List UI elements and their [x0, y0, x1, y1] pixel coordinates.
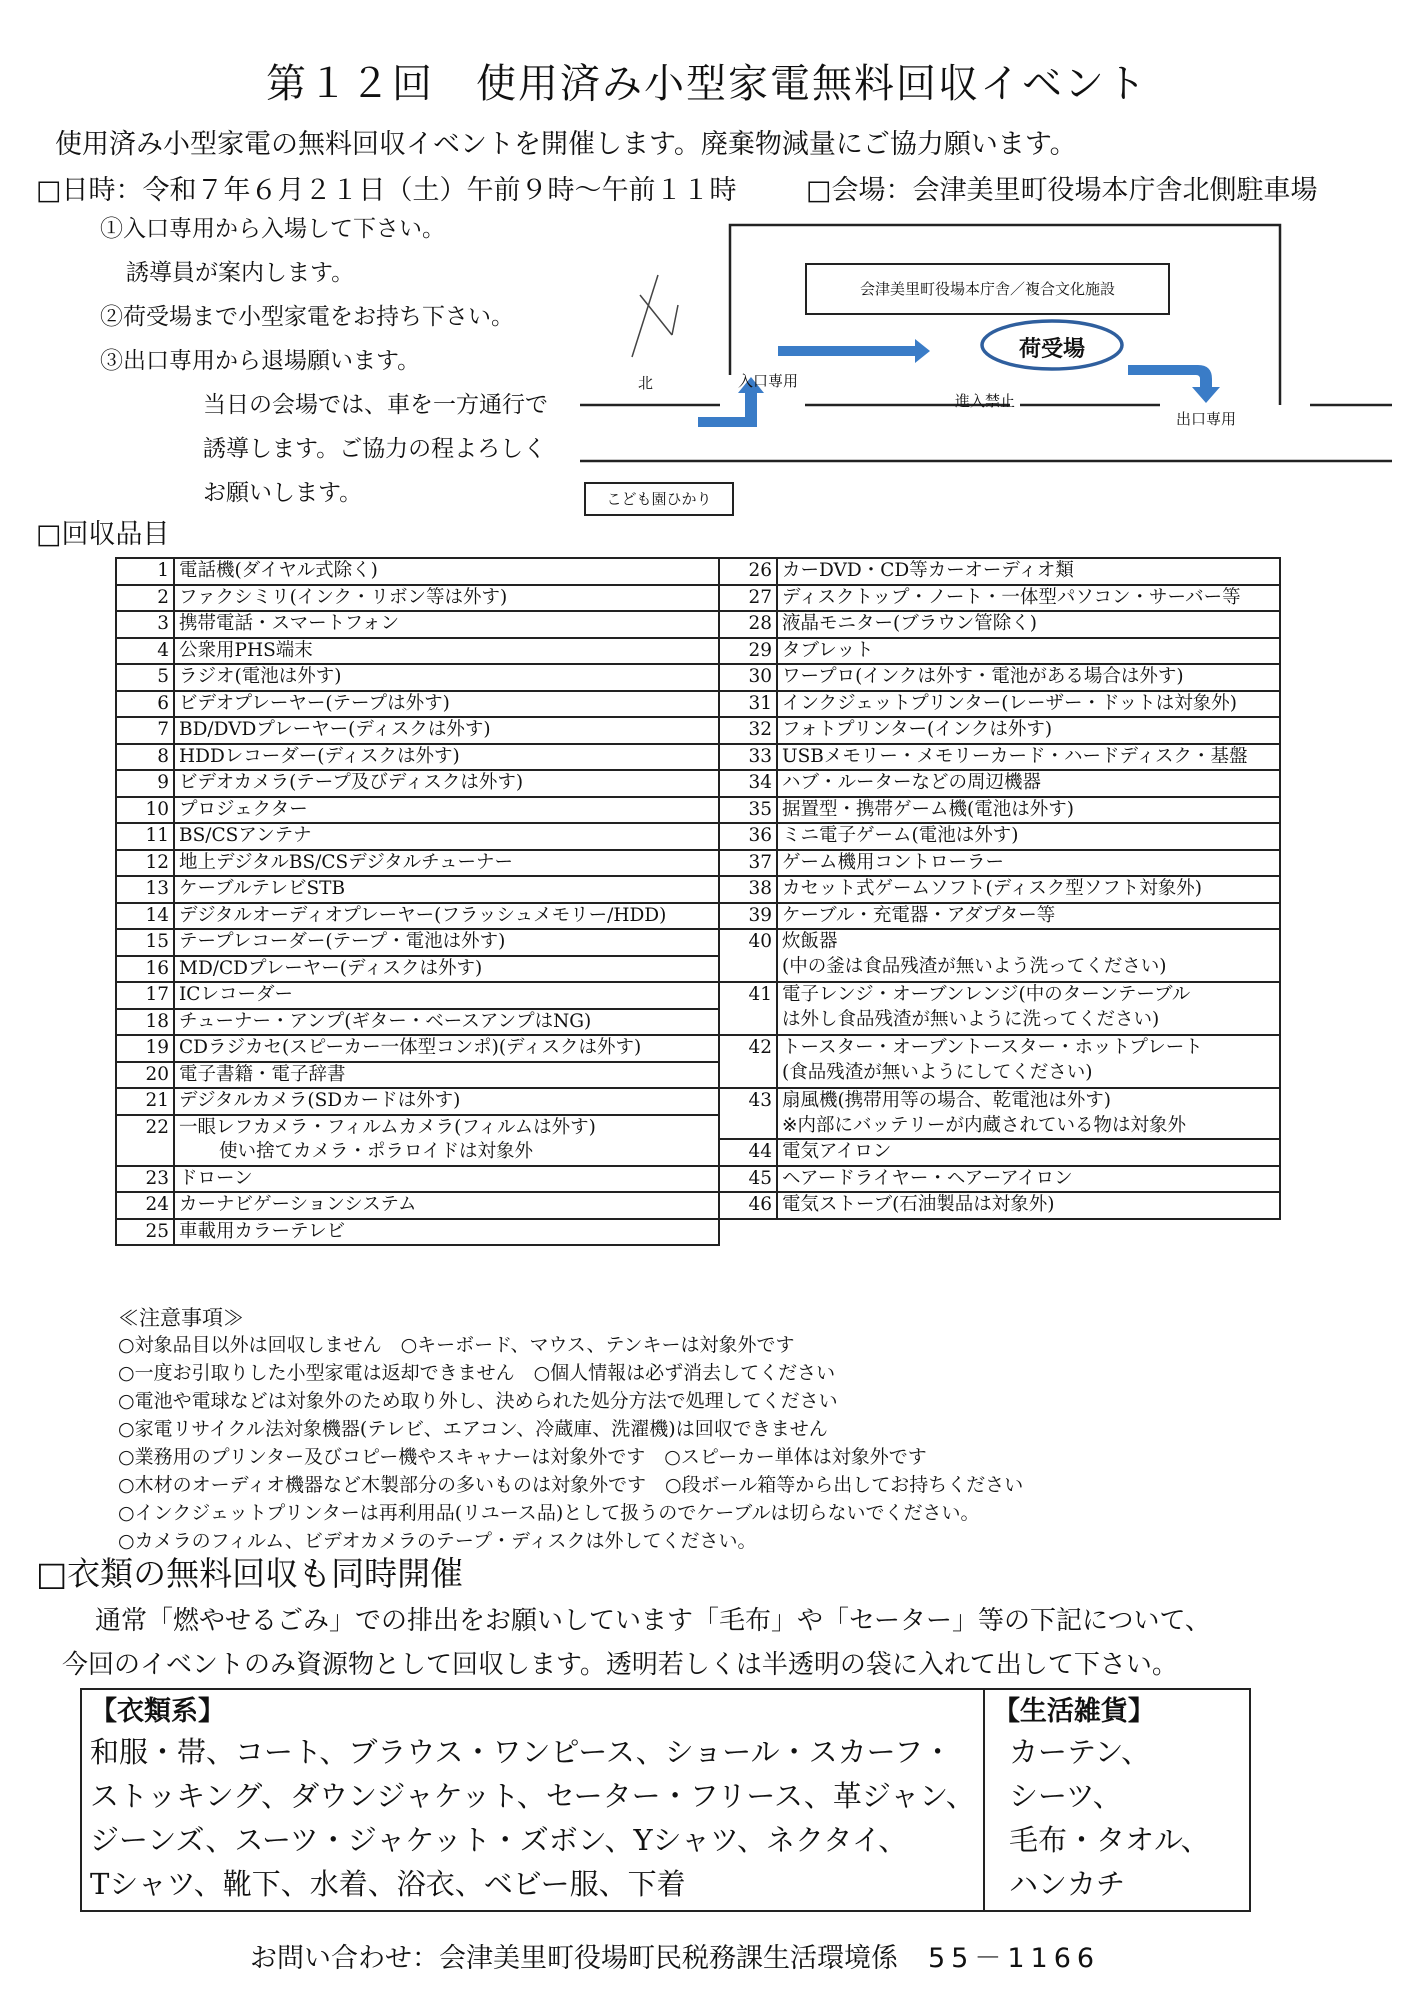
item-number: 32 [719, 717, 777, 744]
step-1-note: 誘導員が案内します。 [126, 260, 355, 286]
table-row [116, 1166, 1280, 1193]
table-row [116, 664, 1280, 691]
item-number: 36 [719, 823, 777, 850]
item-name: CDラジカセ(スピーカー一体型コンポ)(ディスクは外す) [174, 1035, 719, 1062]
item-name: BS/CSアンテナ [174, 823, 719, 850]
note-item: ○木材のオーディオ機器など木製部分の多いものは対象外です ○段ボール箱等から出してお持ちください [118, 1474, 1024, 1496]
item-name: ディスクトップ・ノート・一体型パソコン・サーバー等 [777, 585, 1280, 612]
no-entry-label: 進入禁止 [955, 392, 1016, 410]
item-number: 31 [719, 691, 777, 718]
item-number: 41 [719, 982, 777, 1035]
table-row [116, 982, 1280, 1009]
item-name: ビデオカメラ(テープ及びディスクは外す) [174, 770, 719, 797]
contact-label: お問い合わせ：会津美里町役場町民税務課生活環境係 [250, 1943, 898, 1974]
goods-line: シーツ、 [1008, 1779, 1122, 1813]
table-row [81, 1689, 1250, 1911]
item-number: 40 [719, 929, 777, 982]
item-number: 19 [116, 1035, 174, 1062]
item-number: 26 [719, 558, 777, 585]
item-name: USBメモリー・メモリーカード・ハードディスク・基盤 [777, 744, 1280, 771]
table-row [116, 611, 1280, 638]
item-number: 8 [116, 744, 174, 771]
item-number: 2 [116, 585, 174, 612]
item-number: 7 [116, 717, 174, 744]
item-name: 電話機(ダイヤル式除く) [174, 558, 719, 585]
item-number: 38 [719, 876, 777, 903]
event-venue: □会場：会津美里町役場本庁舎北側駐車場 [806, 175, 1318, 206]
item-number: 11 [116, 823, 174, 850]
item-name: ビデオプレーヤー(テープは外す) [174, 691, 719, 718]
table-row [116, 850, 1280, 877]
item-number: 12 [116, 850, 174, 877]
receiving-label: 荷受場 [1018, 337, 1085, 362]
item-number: 34 [719, 770, 777, 797]
item-name: フォトプリンター(インクは外す) [777, 717, 1280, 744]
item-name: 地上デジタルBS/CSデジタルチューナー [174, 850, 719, 877]
traffic-note-3: お願いします。 [203, 480, 363, 506]
empty-cell [719, 1219, 777, 1246]
item-name: 電子書籍・電子辞書 [174, 1062, 719, 1089]
item-name: トースター・オーブントースター・ホットプレート (食品残渣が無いようにしてください) [777, 1035, 1280, 1088]
item-number: 18 [116, 1009, 174, 1036]
item-name: カーDVD・CD等カーオーディオ類 [777, 558, 1280, 585]
item-name: ヘアードライヤー・ヘアーアイロン [777, 1166, 1280, 1193]
item-name: HDDレコーダー(ディスクは外す) [174, 744, 719, 771]
table-row [116, 929, 1280, 956]
venue-map [580, 215, 1400, 525]
kindergarten-label: こども園ひかり [584, 482, 734, 516]
item-number: 33 [719, 744, 777, 771]
clothing-line: Tシャツ、靴下、水着、浴衣、ベビー服、下着 [90, 1867, 686, 1901]
item-number: 16 [116, 956, 174, 983]
note-item: ○インクジェットプリンターは再利用品(リユース品)として扱うのでケーブルは切らないでください。 [118, 1502, 980, 1524]
table-row [116, 823, 1280, 850]
item-number: 29 [719, 638, 777, 665]
table-row [116, 1219, 1280, 1246]
building-label: 会津美里町役場本庁舎／複合文化施設 [805, 263, 1170, 315]
item-number: 28 [719, 611, 777, 638]
item-name: インクジェットプリンター(レーザー・ドットは対象外) [777, 691, 1280, 718]
item-number: 1 [116, 558, 174, 585]
goods-cell [984, 1689, 1250, 1911]
table-row [116, 638, 1280, 665]
empty-cell [777, 1219, 1280, 1246]
step-1: ①入口専用から入場して下さい。 [100, 216, 445, 242]
item-number: 37 [719, 850, 777, 877]
step-3: ③出口専用から退場願います。 [100, 348, 421, 374]
items-table [115, 557, 1281, 1246]
item-name: ハブ・ルーターなどの周辺機器 [777, 770, 1280, 797]
item-name: ケーブルテレビSTB [174, 876, 719, 903]
item-number: 25 [116, 1219, 174, 1246]
item-name: 携帯電話・スマートフォン [174, 611, 719, 638]
clothing-header: 【衣類系】 [90, 1696, 225, 1727]
building-outline [730, 225, 1280, 405]
item-name: 電気アイロン [777, 1139, 1280, 1166]
intro-text: 使用済み小型家電の無料回収イベントを開催します。廃棄物減量にご協力願います。 [55, 129, 1077, 160]
item-number: 43 [719, 1088, 777, 1139]
item-name: 車載用カラーテレビ [174, 1219, 719, 1246]
exit-arrow [1128, 365, 1220, 403]
contact-phone: 55－1166 [928, 1943, 1101, 1974]
clothes-section-title: □衣類の無料回収も同時開催 [36, 1554, 464, 1593]
north-arrow-line-1 [632, 275, 658, 357]
item-name: ミニ電子ゲーム(電池は外す) [777, 823, 1280, 850]
item-name: 一眼レフカメラ・フィルムカメラ(フィルムは外す) 使い捨てカメラ・ポラロイドは対象外 [174, 1115, 719, 1166]
item-name: テープレコーダー(テープ・電池は外す) [174, 929, 719, 956]
item-name: ゲーム機用コントローラー [777, 850, 1280, 877]
entrance-label: 入口専用 [738, 372, 799, 390]
item-name: タブレット [777, 638, 1280, 665]
goods-line: ハンカチ [1008, 1867, 1125, 1901]
north-label: 北 [638, 374, 654, 392]
note-item: ○一度お引取りした小型家電は返却できません ○個人情報は必ず消去してください [118, 1362, 836, 1384]
clothing-line: ストッキング、ダウンジャケット、セーター・フリース、革ジャン、 [90, 1779, 975, 1813]
step-2: ②荷受場まで小型家電をお持ち下さい。 [100, 304, 514, 330]
table-row [116, 1088, 1280, 1115]
item-number: 39 [719, 903, 777, 930]
page-title: 第１２回 使用済み小型家電無料回収イベント [266, 61, 1148, 107]
item-number: 6 [116, 691, 174, 718]
note-item: ○家電リサイクル法対象機器(テレビ、エアコン、冷蔵庫、洗濯機)は回収できません [118, 1418, 828, 1440]
clothing-cell [81, 1689, 984, 1911]
item-name: 電子レンジ・オーブンレンジ(中のターンテーブル は外し食品残渣が無いように洗ってください) [777, 982, 1280, 1035]
item-number: 17 [116, 982, 174, 1009]
item-name: 公衆用PHS端末 [174, 638, 719, 665]
item-name: デジタルカメラ(SDカードは外す) [174, 1088, 719, 1115]
goods-header: 【生活雑貨】 [992, 1696, 1155, 1727]
item-number: 45 [719, 1166, 777, 1193]
clothes-description-2: 今回のイベントのみ資源物として回収します。透明若しくは半透明の袋に入れて出して下さい。 [62, 1650, 1178, 1680]
item-number: 20 [116, 1062, 174, 1089]
clothes-table [80, 1688, 1251, 1912]
item-name: ICレコーダー [174, 982, 719, 1009]
traffic-note-2: 誘導します。ご協力の程よろしく [203, 436, 547, 462]
flow-arrow [778, 339, 930, 363]
item-number: 22 [116, 1115, 174, 1166]
clothing-line: 和服・帯、コート、ブラウス・ワンピース、ショール・スカーフ・ [90, 1735, 953, 1769]
item-number: 13 [116, 876, 174, 903]
item-name: カセット式ゲームソフト(ディスク型ソフト対象外) [777, 876, 1280, 903]
contact-info [250, 1936, 1100, 1975]
item-name: 扇風機(携帯用等の場合、乾電池は外す) ※内部にバッテリーが内蔵されている物は対象外 [777, 1088, 1280, 1139]
item-name: 炊飯器 (中の釜は食品残渣が無いよう洗ってください) [777, 929, 1280, 982]
item-name: ケーブル・充電器・アダプター等 [777, 903, 1280, 930]
item-number: 4 [116, 638, 174, 665]
clothes-description-1: 通常「燃やせるごみ」での排出をお願いしています「毛布」や「セーター」等の下記について、 [95, 1606, 1211, 1636]
north-arrow-line-3 [672, 305, 678, 335]
goods-line: 毛布・タオル、 [1008, 1823, 1210, 1857]
item-number: 23 [116, 1166, 174, 1193]
item-name: 電気ストーブ(石油製品は対象外) [777, 1192, 1280, 1219]
table-row [116, 691, 1280, 718]
item-name: カーナビゲーションシステム [174, 1192, 719, 1219]
notes-heading: ≪注意事項≫ [118, 1306, 244, 1330]
item-number: 14 [116, 903, 174, 930]
table-row [116, 903, 1280, 930]
item-name: ワープロ(インクは外す・電池がある場合は外す) [777, 664, 1280, 691]
item-name: プロジェクター [174, 797, 719, 824]
item-number: 42 [719, 1035, 777, 1088]
table-row [116, 744, 1280, 771]
item-name: BD/DVDプレーヤー(ディスクは外す) [174, 717, 719, 744]
traffic-note-1: 当日の会場では、車を一方通行で [203, 392, 548, 418]
item-number: 27 [719, 585, 777, 612]
item-number: 46 [719, 1192, 777, 1219]
item-number: 44 [719, 1139, 777, 1166]
table-row [116, 1035, 1280, 1062]
item-number: 10 [116, 797, 174, 824]
clothing-line: ジーンズ、スーツ・ジャケット・ズボン、Yシャツ、ネクタイ、 [90, 1823, 908, 1857]
exit-label: 出口専用 [1176, 410, 1237, 428]
table-row [116, 797, 1280, 824]
table-row [116, 770, 1280, 797]
event-datetime: □日時：令和７年６月２１日（土）午前９時～午前１１時 [36, 175, 737, 206]
item-number: 3 [116, 611, 174, 638]
items-heading: □回収品目 [36, 519, 170, 550]
item-number: 5 [116, 664, 174, 691]
item-name: チューナー・アンプ(ギター・ベースアンプはNG) [174, 1009, 719, 1036]
note-item: ○電池や電球などは対象外のため取り外し、決められた処分方法で処理してください [118, 1390, 838, 1412]
item-name: ドローン [174, 1166, 719, 1193]
item-number: 21 [116, 1088, 174, 1115]
note-item: ○業務用のプリンター及びコピー機やスキャナーは対象外です ○スピーカー単体は対象外です [118, 1446, 927, 1468]
item-name: デジタルオーディオプレーヤー(フラッシュメモリー/HDD) [174, 903, 719, 930]
item-name: 据置型・携帯ゲーム機(電池は外す) [777, 797, 1280, 824]
item-number: 30 [719, 664, 777, 691]
item-name: ファクシミリ(インク・リボン等は外す) [174, 585, 719, 612]
goods-line: カーテン、 [1008, 1735, 1151, 1769]
item-number: 35 [719, 797, 777, 824]
item-name: ラジオ(電池は外す) [174, 664, 719, 691]
item-name: MD/CDプレーヤー(ディスクは外す) [174, 956, 719, 983]
item-number: 9 [116, 770, 174, 797]
table-row [116, 585, 1280, 612]
note-item: ○対象品目以外は回収しません ○キーボード、マウス、テンキーは対象外です [118, 1334, 795, 1356]
note-item: ○カメラのフィルム、ビデオカメラのテープ・ディスクは外してください。 [118, 1530, 757, 1552]
table-row [116, 717, 1280, 744]
table-row [116, 876, 1280, 903]
item-number: 15 [116, 929, 174, 956]
table-row [116, 1192, 1280, 1219]
item-name: 液晶モニター(ブラウン管除く) [777, 611, 1280, 638]
item-number: 24 [116, 1192, 174, 1219]
table-row [116, 558, 1280, 585]
